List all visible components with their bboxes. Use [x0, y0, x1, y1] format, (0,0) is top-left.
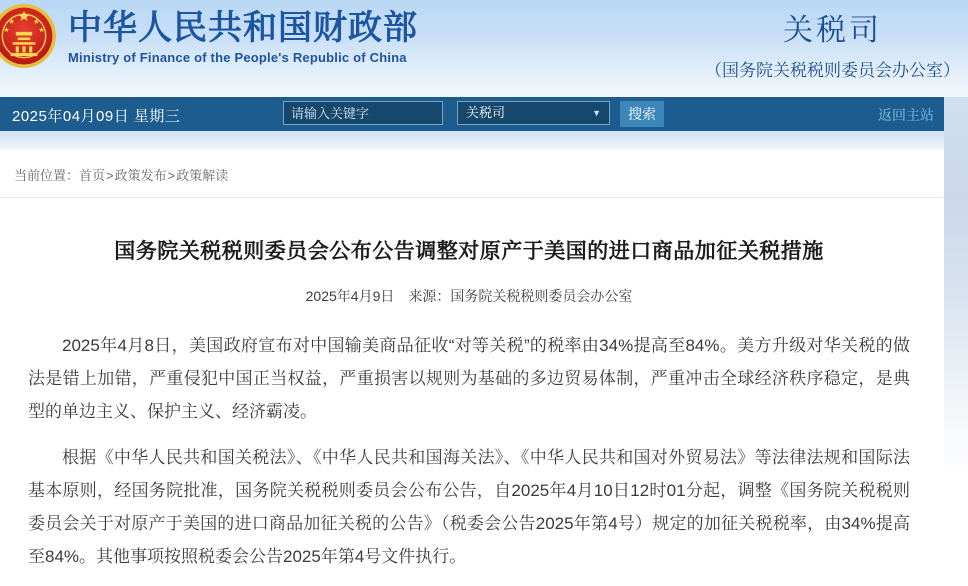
breadcrumb-item-policy-release[interactable]: 政策发布 [114, 168, 167, 183]
article-paragraph: 根据《中华人民共和国关税法》、《中华人民共和国海关法》、《中华人民共和国对外贸易法》等法律法规和国际法基本原则，经国务院批准，国务院关税税则委员会公布公告，自2025年4月10日12时01分起，调整《国务院关税税则委员会关于对原产于美国的进口商品加征关税的公告》（税委会公告2025年第4号）规定的加征关税税率，由34%提高至84%。其他事项按照税委会公告2025年第4号文件执行。 [28, 448, 910, 566]
breadcrumb-label: 当前位置： [14, 168, 80, 183]
department-block [705, 13, 960, 81]
header-divider-band [0, 131, 968, 150]
ministry-title-cn: 中华人民共和国财政部 [68, 9, 418, 47]
article-body [28, 329, 910, 573]
article-paragraph: 2025年4月8日，美国政府宣布对中国输美商品征收“对等关税”的税率由34%提高至84%。美方升级对华关税的做法是错上加错，严重侵犯中国正当权益，严重损害以规则为基础的多边贸易体制，严重冲击全球经济秩序稳定，是典型的单边主义、保护主义、经济霸凌。 [28, 336, 910, 421]
search-input[interactable] [283, 101, 443, 125]
site-header [0, 0, 968, 97]
current-date: 2025年04月09日 星期三 [12, 108, 181, 125]
ministry-logo-link[interactable] [68, 9, 418, 65]
navbar [0, 97, 944, 131]
department-title: 关税司 [783, 14, 882, 47]
breadcrumb-item-home[interactable]: 首页 [79, 168, 106, 183]
article-title: 国务院关税税则委员会公布公告调整对原产于美国的进口商品加征关税措施 [114, 240, 824, 263]
breadcrumb-item-policy-interpretation[interactable]: 政策解读 [176, 168, 229, 183]
search-scope-dropdown[interactable] [457, 101, 610, 125]
breadcrumb [0, 150, 944, 198]
department-subtitle: （国务院关税税则委员会办公室） [705, 61, 960, 80]
article-meta: 2025年4月9日 来源：国务院关税税则委员会办公室 [305, 288, 633, 304]
search-button[interactable]: 搜索 [620, 101, 664, 127]
return-home-link[interactable]: 返回主站 [878, 107, 934, 123]
search-scope-value: 关税司 [466, 105, 506, 120]
article [0, 235, 944, 573]
chevron-down-icon: ▼ [592, 108, 601, 118]
breadcrumb-separator: > [106, 168, 114, 183]
national-emblem-icon [0, 3, 57, 69]
main-content [0, 150, 944, 586]
breadcrumb-separator: > [167, 168, 176, 183]
page-right-margin [944, 97, 968, 544]
ministry-title-en: Ministry of Finance of the People's Republic of China [68, 50, 407, 65]
